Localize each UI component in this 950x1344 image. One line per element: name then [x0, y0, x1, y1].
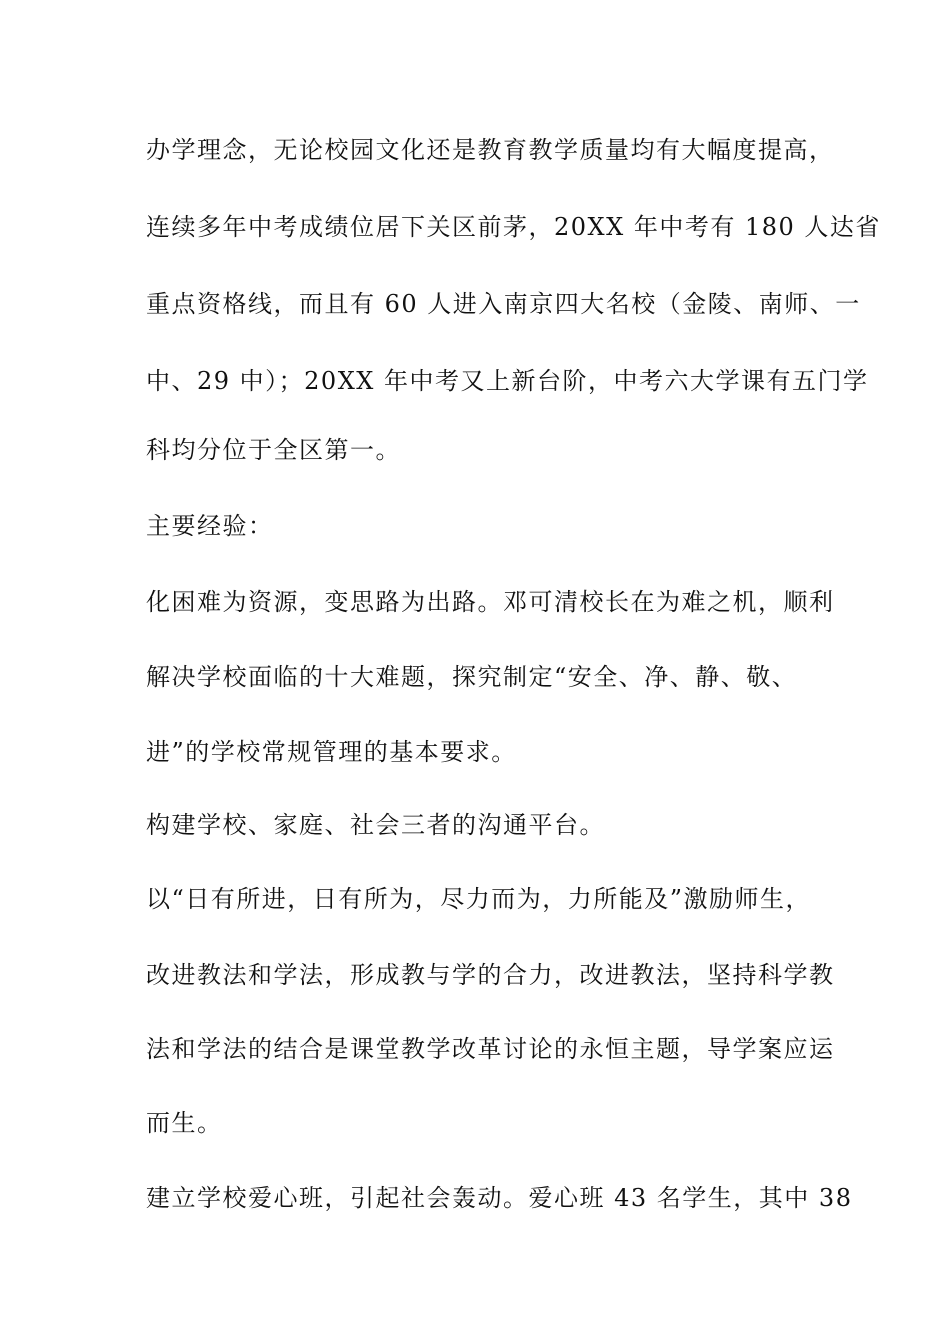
- text-line-10: 构建学校、家庭、社会三者的沟通平台。: [146, 811, 605, 839]
- text-line-5: 科均分位于全区第一。: [146, 436, 401, 464]
- text-line-8: 解决学校面临的十大难题，探究制定“安全、净、静、敬、: [146, 663, 798, 691]
- text-line-13: 法和学法的结合是课堂教学改革讨论的永恒主题，导学案应运: [146, 1035, 835, 1063]
- text-line-7: 化困难为资源，变思路为出路。邓可清校长在为难之机，顺利: [146, 588, 835, 616]
- text-line-9: 进”的学校常规管理的基本要求。: [146, 738, 517, 766]
- text-line-14: 而生。: [146, 1109, 223, 1137]
- text-line-2: 连续多年中考成绩位居下关区前茅，20XX 年中考有 180 人达省: [146, 213, 881, 241]
- text-line-12: 改进教法和学法，形成教与学的合力，改进教法，坚持科学教: [146, 961, 835, 989]
- text-line-11: 以“日有所进，日有所为，尽力而为，力所能及”激励师生，: [146, 885, 812, 913]
- text-line-15: 建立学校爱心班，引起社会轰动。爱心班 43 名学生，其中 38: [146, 1184, 853, 1212]
- section-heading: 主要经验：: [146, 512, 274, 540]
- text-line-3: 重点资格线，而且有 60 人进入南京四大名校（金陵、南师、一: [146, 290, 861, 318]
- text-line-4: 中、29 中）；20XX 年中考又上新台阶，中考六大学课有五门学: [146, 367, 869, 395]
- text-line-1: 办学理念，无论校园文化还是教育教学质量均有大幅度提高，: [146, 136, 835, 164]
